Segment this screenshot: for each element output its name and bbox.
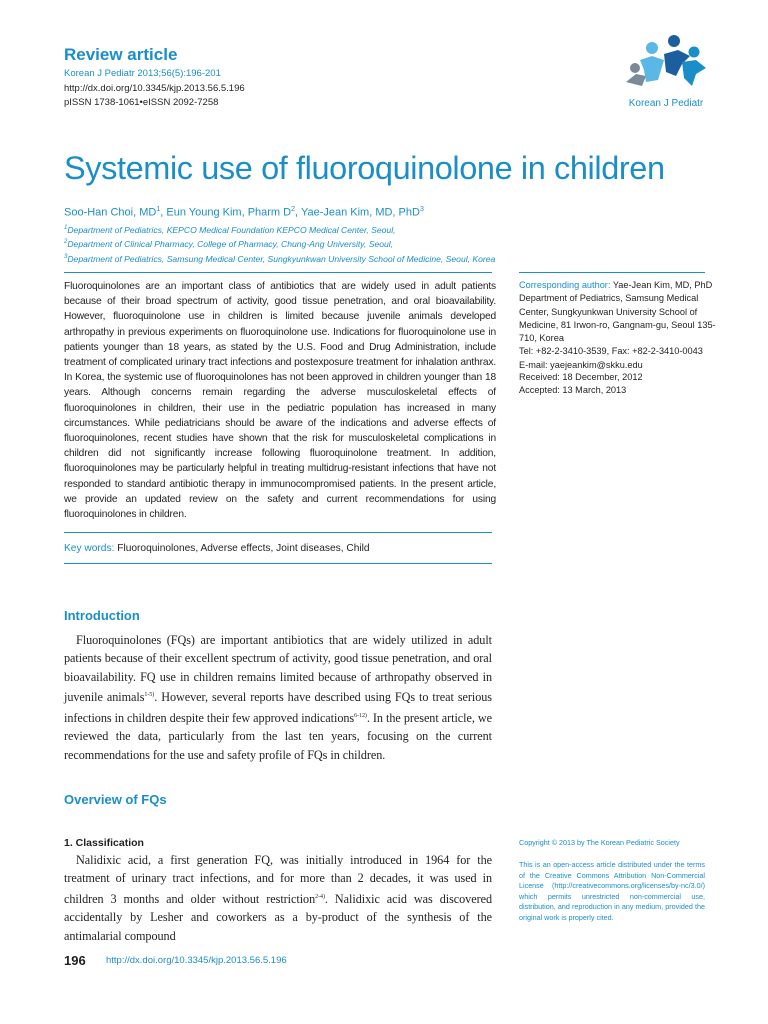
author-affiliation-mark: 1 [156,206,161,213]
section-heading-overview: Overview of FQs [64,792,167,807]
abstract-bottom-rule [64,563,492,564]
footer-doi-link[interactable]: http://dx.doi.org/10.3345/kjp.2013.56.5.196 [106,955,287,966]
author-name: Soo-Han Choi, MD [64,206,157,219]
author-affiliation-mark: 3 [419,206,424,213]
corresponding-author-block [519,279,719,372]
sidebar-top-rule [519,272,705,273]
classification-body [64,851,492,945]
license-notice: This is an open-access article distributed under the terms of the Creative Commons Attribution Non-Commercial License (http://creativecommons.org/licenses/by-nc/3.0/) which permits unrestricted non-commercial use, distribution, and reproduction in any medium, provided the original work is properly cited. [519,860,705,922]
affiliation-list [64,222,495,265]
accepted-date: Accepted: 13 March, 2013 [519,385,627,396]
keywords-value: Fluoroquinolones, Adverse effects, Joint diseases, Child [114,543,370,554]
corresponding-author-email: E-mail: yaejeankim@skku.edu [519,359,643,370]
header-issn: pISSN 1738-1061•eISSN 2092-7258 [64,97,219,108]
keywords-label: Key words: [64,543,115,554]
logo-figure-blue [682,47,706,87]
article-type-label: Review article [64,45,178,64]
header-doi: http://dx.doi.org/10.3345/kjp.2013.56.5.196 [64,82,245,94]
author-name: Yae-Jean Kim, MD, PhD [300,206,420,219]
subsection-heading-classification: 1. Classification [64,837,144,849]
article-title: Systemic use of fluoroquinolone in children [64,150,665,186]
section-heading-introduction: Introduction [64,608,140,623]
page-number: 196 [64,953,86,968]
citation-ref: 1-5) [144,692,155,699]
journal-citation: Korean J Pediatr 2013;56(5):196-201 [64,68,221,79]
corresponding-author-phone: Tel: +82-2-3410-3539, Fax: +82-2-3410-0043 [519,346,703,357]
abstract-middle-rule [64,532,492,533]
affiliation-item: $^1$Department of Pediatrics, KEPCO Medical Foundation KEPCO Medical Center, Seoul, [64,224,396,235]
author-list: Soo-Han Choi, $MD^1$, Eun Young Kim, Pharm $D^2$, Yae-Jean Kim, MD, PhD$^3$ [64,206,424,219]
article-dates [519,371,719,398]
keywords [64,543,370,554]
citation-ref: 2-4) [315,893,325,900]
corresponding-author-text: Yae-Jean Kim, MD, PhD Department of Pediatrics, Samsung Medical Center, Sungkyunkwan University School of Medicine, 81 Irwon-ro, Gangnam-gu, Seoul 135-710, Korea [519,280,716,344]
affiliation-item: $^2$Department of Clinical Pharmacy, College of Pharmacy, Chung-Ang University, Seoul, [64,239,394,250]
journal-meta [64,67,245,111]
citation-ref: 6-12) [354,712,367,719]
author-affiliation-mark: 2 [291,206,296,213]
received-date: Received: 18 December, 2012 [519,372,643,382]
copyright-notice: Copyright © 2013 by The Korean Pediatric Society [519,838,680,847]
paragraph: Nalidixic acid, a first generation FQ, was initially introduced in 1964 for the treatment of urinary tract infections, and for more than 2 decades, it was used in children 3 months and older without restriction$^{2-4)}$. Nalidixic acid was discovered accidentally by Lesher and coworkers as a by-product of the synthesis of the antimalarial compound [64,853,492,943]
logo-text: Korean J Pediatr [628,98,704,109]
author-name: Eun Young Kim, Pharm D [166,206,292,219]
affiliation-item: $^3$Department of Pediatrics, Samsung Medical Center, Sungkyunkwan University School of Medicine, Seoul, Korea [64,253,496,264]
introduction-body [64,631,492,764]
abstract-top-rule [64,272,492,273]
paragraph: Fluoroquinolones (FQs) are important antibiotics that are widely utilized in adult patients because of their excellent spectrum of activity, good tissue penetration, and oral bioavailability. FQ use in children remains limited because of arthropathy observed in juvenile animals$^{1-5)}$. However, several reports have described using FQs to treat serious infections in children despite their few approved indications$^{6-12)}$. In the present article, we reviewed the data, particularly from the last ten years, focusing on the current recommendations for the use and safety profile of FQs in children. [64,633,492,762]
abstract-text: Fluoroquinolones are an important class of antibiotics that are widely used in adult patients because of their broad spectrum of activity, good tissue penetration, and oral bioavailability. However, fluoroquinolone use in children is limited because juvenile animals developed arthropathy in previous experiments on fluoroquinolone use. Indications for fluoroquinolone use in patients younger than 18 years, as stated by the U.S. Food and Drug Administration, include treatment of complicated urinary tract infections and postexposure treatment for inhalation anthrax. In Korea, the systemic use of fluoroquinolones has not been approved in children younger than 18 years. Although concerns remain regarding the adverse musculoskeletal effects of fluoroquinolones in children, their use in the pediatric population has increased in many circumstances. While pediatricians should be aware of the indications and adverse effects of fluoroquinolones, recent studies have shown that the risk for musculoskeletal complications in children did not significantly increase following fluoroquinolone treatment. In addition, fluoroquinolones may be particularly helpful in treating multidrug-resistant infections that have not responded to standard antibiotic therapy in immunocompromised patients. In the present article, we provide an updated review on the safety and current recommendations for using fluoroquinolones in children. [64,281,496,521]
corresponding-author-label: Corresponding author: [519,280,611,290]
